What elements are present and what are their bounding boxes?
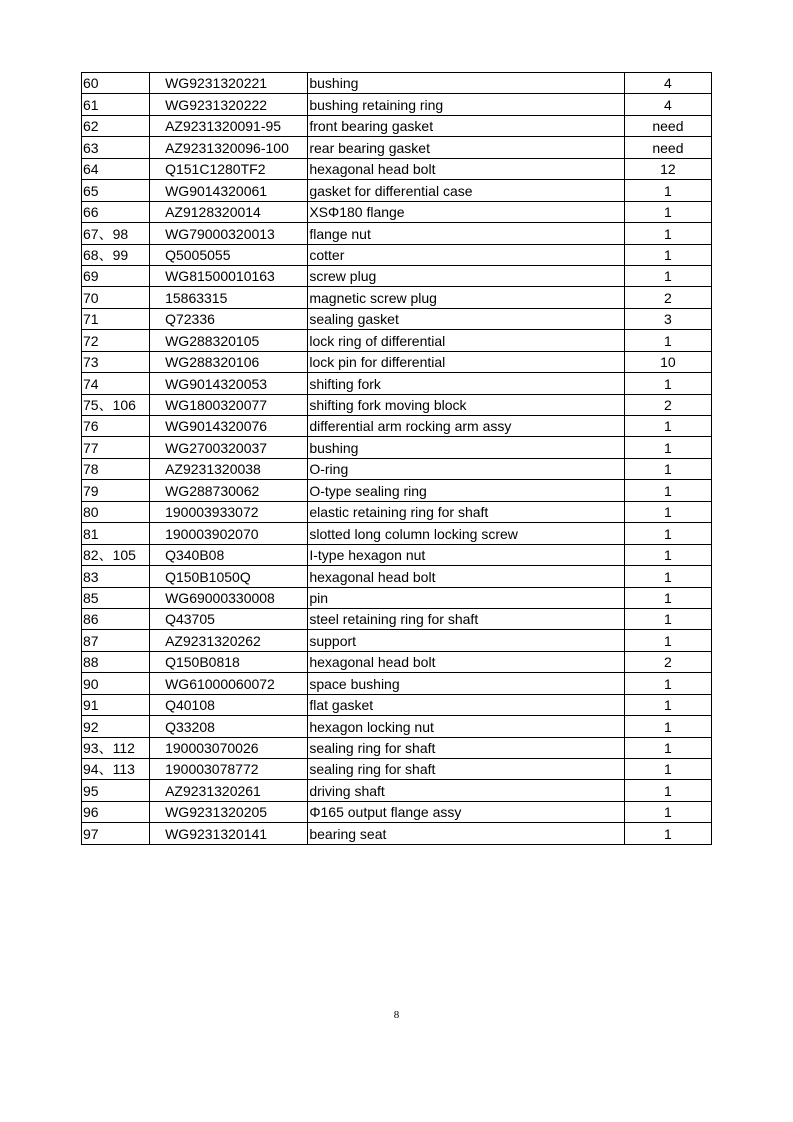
item-number-cell: 88 — [82, 651, 150, 672]
item-number-cell: 75、106 — [82, 394, 150, 415]
part-name-cell: cotter — [308, 244, 625, 265]
part-code-cell: Q150B0818 — [150, 651, 308, 672]
part-code-cell: WG9231320221 — [150, 73, 308, 94]
item-number-cell: 60 — [82, 73, 150, 94]
table-row — [82, 437, 712, 458]
quantity-cell: 1 — [624, 673, 711, 694]
table-row — [82, 137, 712, 158]
part-code-cell: WG1800320077 — [150, 394, 308, 415]
part-code-cell: 15863315 — [150, 287, 308, 308]
part-code-cell: Q40108 — [150, 694, 308, 715]
item-number-cell: 87 — [82, 630, 150, 651]
item-number-cell: 74 — [82, 373, 150, 394]
part-name-cell: sealing ring for shaft — [308, 737, 625, 758]
table-row — [82, 544, 712, 565]
quantity-cell: 1 — [624, 801, 711, 822]
part-code-cell: 190003902070 — [150, 523, 308, 544]
quantity-cell: need — [624, 115, 711, 136]
item-number-cell: 68、99 — [82, 244, 150, 265]
item-number-cell: 85 — [82, 587, 150, 608]
part-name-cell: gasket for differential case — [308, 180, 625, 201]
item-number-cell: 76 — [82, 416, 150, 437]
part-name-cell: driving shaft — [308, 780, 625, 801]
part-code-cell: WG9014320076 — [150, 416, 308, 437]
part-code-cell: WG79000320013 — [150, 223, 308, 244]
item-number-cell: 78 — [82, 458, 150, 479]
part-name-cell: support — [308, 630, 625, 651]
part-code-cell: Q151C1280TF2 — [150, 158, 308, 179]
quantity-cell: 1 — [624, 330, 711, 351]
part-code-cell: Q340B08 — [150, 544, 308, 565]
part-name-cell: Φ165 output flange assy — [308, 801, 625, 822]
table-row — [82, 308, 712, 329]
quantity-cell: 1 — [624, 780, 711, 801]
table-row — [82, 651, 712, 672]
quantity-cell: 1 — [624, 416, 711, 437]
table-row — [82, 94, 712, 115]
table-row — [82, 73, 712, 94]
table-row — [82, 158, 712, 179]
part-code-cell: Q5005055 — [150, 244, 308, 265]
table-row — [82, 801, 712, 822]
table-row — [82, 823, 712, 844]
quantity-cell: 1 — [624, 587, 711, 608]
part-code-cell: AZ9231320261 — [150, 780, 308, 801]
part-name-cell: XSΦ180 flange — [308, 201, 625, 222]
part-code-cell: AZ9231320091-95 — [150, 115, 308, 136]
quantity-cell: 1 — [624, 608, 711, 629]
item-number-cell: 61 — [82, 94, 150, 115]
part-name-cell: bearing seat — [308, 823, 625, 844]
quantity-cell: 1 — [624, 265, 711, 286]
quantity-cell: 1 — [624, 480, 711, 501]
quantity-cell: 2 — [624, 651, 711, 672]
item-number-cell: 69 — [82, 265, 150, 286]
table-row — [82, 523, 712, 544]
quantity-cell: 4 — [624, 73, 711, 94]
part-code-cell: 190003078772 — [150, 759, 308, 780]
quantity-cell: 1 — [624, 566, 711, 587]
table-row — [82, 737, 712, 758]
item-number-cell: 70 — [82, 287, 150, 308]
part-name-cell: differential arm rocking arm assy — [308, 416, 625, 437]
part-code-cell: WG61000060072 — [150, 673, 308, 694]
part-name-cell: hexagonal head bolt — [308, 566, 625, 587]
part-name-cell: hexagonal head bolt — [308, 158, 625, 179]
item-number-cell: 94、113 — [82, 759, 150, 780]
table-row — [82, 780, 712, 801]
item-number-cell: 86 — [82, 608, 150, 629]
item-number-cell: 77 — [82, 437, 150, 458]
part-name-cell: O-ring — [308, 458, 625, 479]
item-number-cell: 67、98 — [82, 223, 150, 244]
part-name-cell: O-type sealing ring — [308, 480, 625, 501]
page-number: 8 — [393, 1009, 400, 1021]
quantity-cell: 1 — [624, 437, 711, 458]
part-code-cell: WG288320106 — [150, 351, 308, 372]
table-row — [82, 394, 712, 415]
table-row — [82, 373, 712, 394]
item-number-cell: 82、105 — [82, 544, 150, 565]
part-code-cell: WG9014320053 — [150, 373, 308, 394]
table-row — [82, 759, 712, 780]
part-code-cell: AZ9231320262 — [150, 630, 308, 651]
quantity-cell: 1 — [624, 501, 711, 522]
part-name-cell: sealing gasket — [308, 308, 625, 329]
quantity-cell: 1 — [624, 458, 711, 479]
part-name-cell: bushing retaining ring — [308, 94, 625, 115]
part-code-cell: WG9231320205 — [150, 801, 308, 822]
table-row — [82, 416, 712, 437]
item-number-cell: 71 — [82, 308, 150, 329]
quantity-cell: 1 — [624, 759, 711, 780]
table-row — [82, 223, 712, 244]
item-number-cell: 80 — [82, 501, 150, 522]
quantity-cell: 1 — [624, 180, 711, 201]
part-name-cell: I-type hexagon nut — [308, 544, 625, 565]
parts-table-body — [82, 73, 712, 845]
quantity-cell: 1 — [624, 694, 711, 715]
table-row — [82, 673, 712, 694]
part-name-cell: bushing — [308, 73, 625, 94]
table-row — [82, 694, 712, 715]
item-number-cell: 66 — [82, 201, 150, 222]
item-number-cell: 93、112 — [82, 737, 150, 758]
part-name-cell: magnetic screw plug — [308, 287, 625, 308]
part-name-cell: lock ring of differential — [308, 330, 625, 351]
quantity-cell: 2 — [624, 287, 711, 308]
item-number-cell: 92 — [82, 716, 150, 737]
part-code-cell: Q43705 — [150, 608, 308, 629]
table-row — [82, 480, 712, 501]
item-number-cell: 91 — [82, 694, 150, 715]
quantity-cell: 1 — [624, 373, 711, 394]
table-row — [82, 244, 712, 265]
part-name-cell: steel retaining ring for shaft — [308, 608, 625, 629]
part-code-cell: AZ9231320096-100 — [150, 137, 308, 158]
part-name-cell: hexagonal head bolt — [308, 651, 625, 672]
quantity-cell: 1 — [624, 630, 711, 651]
part-code-cell: WG288730062 — [150, 480, 308, 501]
table-row — [82, 330, 712, 351]
part-name-cell: shifting fork moving block — [308, 394, 625, 415]
item-number-cell: 65 — [82, 180, 150, 201]
part-code-cell: WG81500010163 — [150, 265, 308, 286]
part-code-cell: 190003070026 — [150, 737, 308, 758]
table-row — [82, 351, 712, 372]
quantity-cell: 1 — [624, 201, 711, 222]
item-number-cell: 96 — [82, 801, 150, 822]
quantity-cell: 1 — [624, 716, 711, 737]
quantity-cell: 3 — [624, 308, 711, 329]
part-code-cell: 190003933072 — [150, 501, 308, 522]
part-code-cell: WG69000330008 — [150, 587, 308, 608]
part-name-cell: shifting fork — [308, 373, 625, 394]
part-name-cell: rear bearing gasket — [308, 137, 625, 158]
part-name-cell: space bushing — [308, 673, 625, 694]
part-name-cell: flange nut — [308, 223, 625, 244]
quantity-cell: 1 — [624, 544, 711, 565]
item-number-cell: 90 — [82, 673, 150, 694]
part-code-cell: WG2700320037 — [150, 437, 308, 458]
part-code-cell: AZ9231320038 — [150, 458, 308, 479]
quantity-cell: 2 — [624, 394, 711, 415]
item-number-cell: 63 — [82, 137, 150, 158]
table-row — [82, 180, 712, 201]
item-number-cell: 83 — [82, 566, 150, 587]
part-name-cell: slotted long column locking screw — [308, 523, 625, 544]
quantity-cell: 4 — [624, 94, 711, 115]
part-code-cell: WG9231320141 — [150, 823, 308, 844]
quantity-cell: 12 — [624, 158, 711, 179]
part-name-cell: front bearing gasket — [308, 115, 625, 136]
part-name-cell: elastic retaining ring for shaft — [308, 501, 625, 522]
quantity-cell: 10 — [624, 351, 711, 372]
table-row — [82, 566, 712, 587]
table-row — [82, 115, 712, 136]
part-code-cell: Q72336 — [150, 308, 308, 329]
part-name-cell: flat gasket — [308, 694, 625, 715]
table-row — [82, 501, 712, 522]
quantity-cell: 1 — [624, 244, 711, 265]
part-code-cell: AZ9128320014 — [150, 201, 308, 222]
part-name-cell: lock pin for differential — [308, 351, 625, 372]
item-number-cell: 62 — [82, 115, 150, 136]
table-row — [82, 201, 712, 222]
table-row — [82, 630, 712, 651]
part-name-cell: pin — [308, 587, 625, 608]
part-code-cell: Q33208 — [150, 716, 308, 737]
part-name-cell: hexagon locking nut — [308, 716, 625, 737]
table-row — [82, 716, 712, 737]
item-number-cell: 72 — [82, 330, 150, 351]
part-code-cell: WG9231320222 — [150, 94, 308, 115]
table-row — [82, 587, 712, 608]
part-name-cell: sealing ring for shaft — [308, 759, 625, 780]
parts-list-table — [81, 72, 712, 845]
part-name-cell: bushing — [308, 437, 625, 458]
quantity-cell: 1 — [624, 823, 711, 844]
quantity-cell: 1 — [624, 737, 711, 758]
part-code-cell: WG288320105 — [150, 330, 308, 351]
table-row — [82, 265, 712, 286]
table-row — [82, 287, 712, 308]
table-row — [82, 608, 712, 629]
item-number-cell: 81 — [82, 523, 150, 544]
item-number-cell: 97 — [82, 823, 150, 844]
part-code-cell: Q150B1050Q — [150, 566, 308, 587]
quantity-cell: need — [624, 137, 711, 158]
quantity-cell: 1 — [624, 523, 711, 544]
part-name-cell: screw plug — [308, 265, 625, 286]
item-number-cell: 95 — [82, 780, 150, 801]
quantity-cell: 1 — [624, 223, 711, 244]
item-number-cell: 79 — [82, 480, 150, 501]
item-number-cell: 73 — [82, 351, 150, 372]
part-code-cell: WG9014320061 — [150, 180, 308, 201]
item-number-cell: 64 — [82, 158, 150, 179]
table-row — [82, 458, 712, 479]
